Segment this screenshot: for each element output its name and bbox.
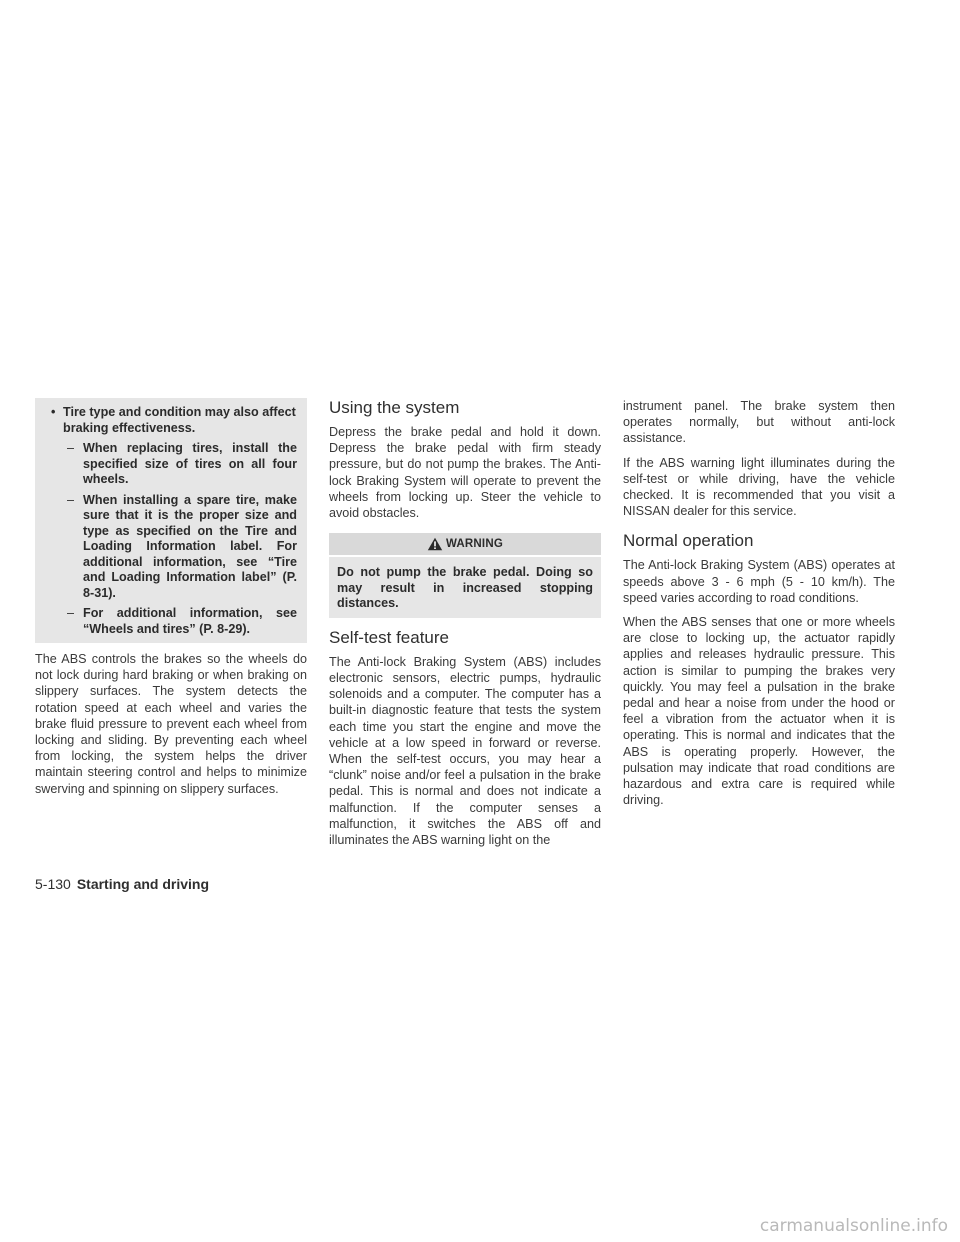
normal-operation-text-2: When the ABS senses that one or more wheels are close to locking up, the actuator rapidly applies and releases hydraulic pressure. This action is similar to pumping the brakes very quickly. You may feel a pulsation in the brake pedal and hear a noise from under the hood or feel a vibration from the actuator when it is operating. This is normal and indicates that the ABS is operating properly. However, the pulsation may indicate that road conditions are hazardous and extra care is required while driving.: [623, 615, 895, 808]
sub-item-text: When installing a spare tire, make sure that it is the proper size and type as specified on the Tire and Loading Information label. For additional information, see “Tire and Loading Information label” (P. 8-31).: [83, 492, 297, 600]
section-title: Starting and driving: [76, 876, 210, 892]
middle-column: [329, 398, 601, 856]
heading-normal-operation: Normal operation: [623, 531, 754, 551]
heading-using-system: Using the system: [329, 398, 460, 417]
left-column: [35, 398, 307, 805]
bullet-text: Tire type and condition may also affect braking effectiveness.: [63, 405, 296, 435]
page-footer: [35, 876, 209, 892]
sub-item-3: [45, 606, 297, 637]
sub-item-text: When replacing tires, install the specified size of tires on all four wheels.: [83, 441, 297, 486]
dash-mark: –: [67, 606, 75, 620]
warning-text: Do not pump the brake pedal. Doing so may result in increased stopping distances.: [329, 557, 601, 618]
bullet-mark: •: [51, 405, 56, 419]
sub-item-2: [45, 493, 297, 602]
self-test-continued: instrument panel. The brake system then operates normally, but without anti-lock assistance.: [623, 399, 895, 446]
warning-label: WARNING: [446, 538, 503, 551]
normal-operation-text-1: The Anti-lock Braking System (ABS) operates at speeds above 3 - 6 mph (5 - 10 km/h). The speed varies according to road conditions.: [623, 558, 895, 605]
watermark: carmanualsonline.info: [759, 1216, 948, 1236]
dash-mark: –: [67, 492, 75, 507]
sub-item-text: For additional information, see “Wheels and tires” (P. 8-29).: [83, 606, 297, 636]
tire-note-box: [35, 398, 307, 643]
sub-item-1: [45, 441, 297, 488]
heading-self-test: Self-test feature: [329, 627, 450, 647]
warning-light-text: If the ABS warning light illuminates during the self-test or while driving, have the vehicle checked. It is recommended that you visit a NISSAN dealer for this service.: [623, 455, 895, 519]
warning-header: [329, 533, 601, 555]
abs-description: The ABS controls the brakes so the wheels do not lock during hard braking or when braking on slippery surfaces. The system detects the rotation speed at each wheel and varies the brake fluid pressure to prevent each wheel from locking and sliding. By preventing each wheel from locking, the system helps the driver maintain steering control and helps to minimize swerving and spinning on slippery surfaces.: [35, 652, 307, 796]
self-test-text: The Anti-lock Braking System (ABS) includes electronic sensors, electric pumps, hydraulic solenoids and a computer. The computer has a built-in diagnostic feature that tests the system each time you start the engine and move the vehicle at a low speed in forward or reverse. When the self-test occurs, you may hear a “clunk” noise and/or feel a pulsation in the brake pedal. This is normal and does not indicate a malfunction. If the computer senses a malfunction, it switches the ABS off and illuminates the ABS warning light on the: [329, 654, 601, 847]
right-column: [623, 398, 895, 816]
warning-box: [329, 533, 601, 618]
warning-icon: [427, 537, 443, 551]
using-system-text: Depress the brake pedal and hold it down. Depress the brake pedal with firm steady pressure, but do not pump the brakes. The Anti-lock Braking System will operate to prevent the wheels from locking up. Steer the vehicle to avoid obstacles.: [329, 425, 601, 521]
dash-mark: –: [67, 441, 75, 455]
bullet-item: [45, 405, 297, 436]
page-number: 5-130: [35, 876, 71, 892]
